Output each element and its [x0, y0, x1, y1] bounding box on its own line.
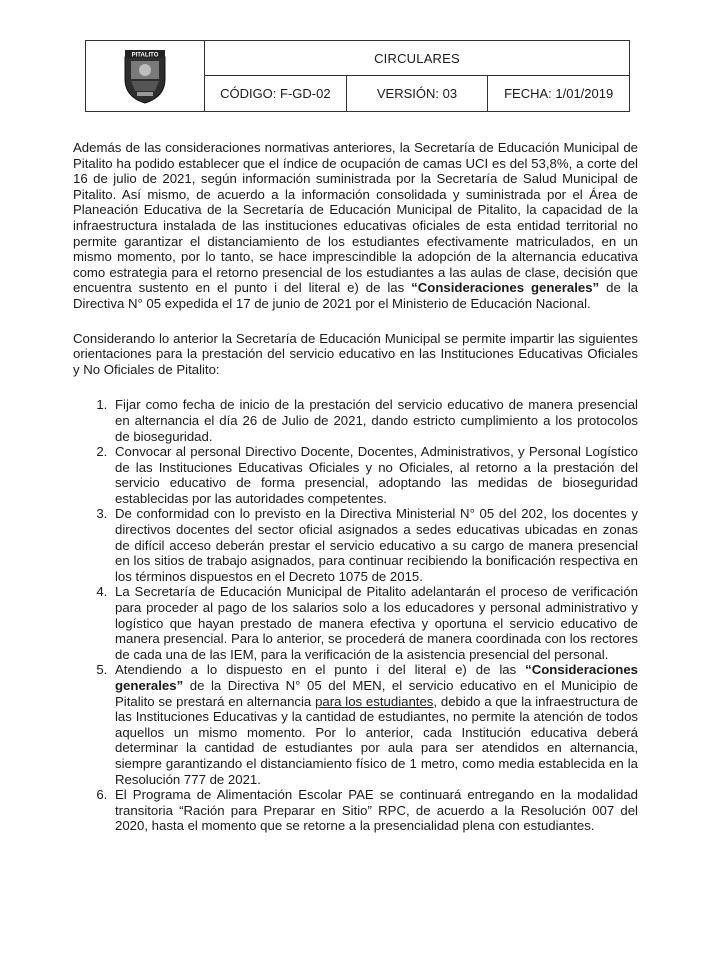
- document-title: CIRCULARES: [205, 41, 630, 76]
- list-item: 4. La Secretaría de Educación Municipal de Pitalito adelantarán el proceso de verificación para proceder al pago de los salarios solo a los educadores y personal administrativo y logístico que hayan prestado de manera efectiva y oportuna el servicio educativo de manera presencial. Para lo anterior, se procederá de manera coordinada con los rectores de cada una de las IEM, para la verificación de la asistencia presencial del personal.: [111, 584, 638, 662]
- paragraph-intro-text-b: de la Directiva N° 05 expedida el 17 de junio de 2021 por el Ministerio de Educación Nacional.: [73, 280, 638, 311]
- paragraph-considering: Considerando lo anterior la Secretaría de Educación Municipal se permite impartir las siguientes orientaciones para la prestación del servicio educativo en las Instituciones Educativas Oficiales y No Oficiales de Pitalito:: [73, 330, 638, 377]
- logo-cell: [86, 41, 205, 112]
- list-item: 3. De conformidad con lo previsto en la Directiva Ministerial N° 05 del 202, los docentes y directivos docentes del sector oficial asignados a sedes educativas ubicadas en zonas de difícil acceso deberán prestar el servicio educativo a su cargo de manera presencial en los sitios de trabajo asignados, para continuar recibiendo la bonificación respectiva en los términos dispuestos en el Decreto 1075 de 2015.: [111, 506, 638, 584]
- document-version: VERSIÓN: 03: [346, 76, 488, 112]
- paragraph-intro-bold: “Consideraciones generales”: [411, 280, 600, 296]
- orientations-list: [73, 397, 638, 834]
- item5-text-c: , debido a que la infraestructura de las Instituciones Educativas y la cantidad de estudiantes, no permite la atención de todos aquellos un mismo momento. Por lo anterior, cada Institución educativa deberá determinar la cantidad de estudiantes por aula para ser atendidos en alternancia, siempre garantizando el distanciamiento físico de 1 metro, como media establecida en la Resolución 777 de 2021.: [115, 693, 639, 787]
- document-header: [85, 40, 630, 112]
- item5-text-a: Atendiendo a lo dispuesto en el punto i del literal e) de las: [115, 662, 526, 678]
- list-item: 1. Fijar como fecha de inicio de la prestación del servicio educativo de manera presencial en alternancia el día 26 de Julio de 2021, dando estricto cumplimiento a los protocolos de bioseguridad.: [111, 397, 638, 444]
- logo-text: PITALITO: [131, 52, 159, 59]
- list-item: 6. El Programa de Alimentación Escolar PAE se continuará entregando en la modalidad transitoria “Ración para Preparar en Sitio” RPC, de acuerdo a la Resolución 007 del 2020, hasta el momento que se retorne a la presencialidad plena con estudiantes.: [111, 787, 638, 834]
- document-date: FECHA: 1/01/2019: [488, 76, 630, 112]
- list-item: 2. Convocar al personal Directivo Docente, Docentes, Administrativos, y Personal Logístico de las Instituciones Educativas Oficiales y no Oficiales, al retorno a la prestación del servicio educativo de forma presencial, adoptando las medidas de bioseguridad establecidas por las autoridades competentes.: [111, 444, 638, 506]
- paragraph-intro: [73, 140, 638, 312]
- paragraph-intro-text-a: Además de las consideraciones normativas anteriores, la Secretaría de Educación Municipal de Pitalito ha podido establecer que el índice de ocupación de camas UCI es del 53,8%, a corte del 16 de julio de 2021, según información suministrada por la Secretaría de Salud Municipal de Pitalito. Así mismo, de acuerdo a la información consolidada y suministrada por el Área de Planeación Educativa de la Secretaría de Educación Municipal de Pitalito, la capacidad de la infraestructura instalada de las instituciones educativas oficiales de esta entidad territorial no permite garantizar el distanciamiento de los estudiantes efectivamente matriculados, en un mismo momento, por lo tanto, se hace imprescindible la adopción de la alternancia educativa como estrategia para el retorno presencial de los estudiantes a las aulas de clase, decisión que encuentra sustento en el punto i del literal e) de las: [73, 140, 638, 296]
- item5-underlined: para los estudiantes: [315, 693, 434, 709]
- pitalito-shield-logo: [122, 47, 168, 105]
- document-body: [73, 140, 638, 834]
- list-item: [111, 662, 638, 787]
- item5-bold: “Consideraciones generales”: [115, 662, 638, 693]
- document-code: CÓDIGO: F-GD-02: [205, 76, 347, 112]
- item5-text-b: de la Directiva N° 05 del MEN, el servicio educativo en el Municipio de Pitalito se prestará en alternancia: [115, 678, 638, 709]
